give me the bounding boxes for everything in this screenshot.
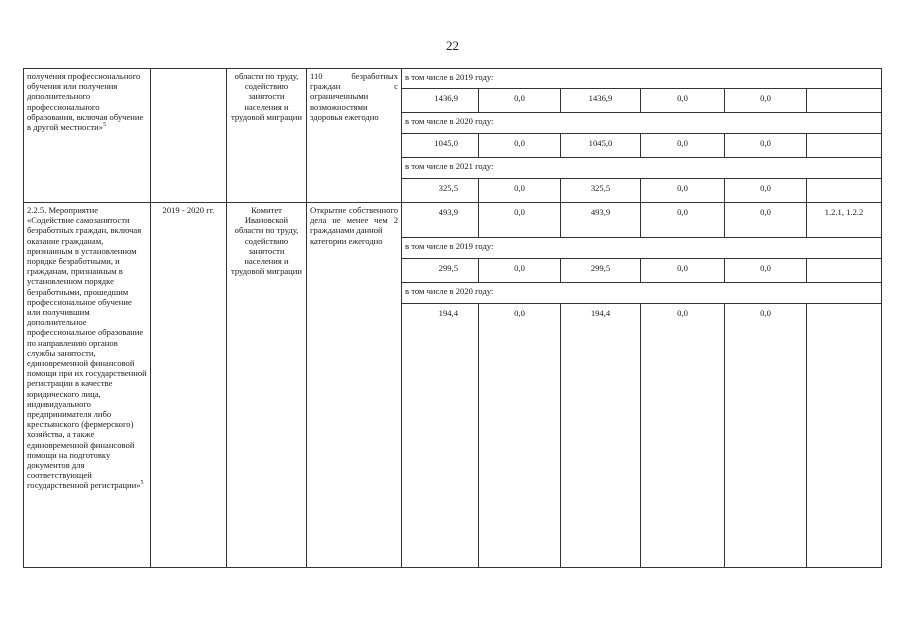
value-cell: 0,0 <box>479 134 561 158</box>
relation-cell <box>807 304 882 568</box>
value-cell: 0,0 <box>641 89 725 113</box>
value-cell: 0,0 <box>479 259 561 283</box>
value-cell: 0,0 <box>725 304 807 568</box>
value-cell: 1045,0 <box>561 134 641 158</box>
value-cell: 299,5 <box>561 259 641 283</box>
value-cell: 325,5 <box>402 179 479 203</box>
year-label: в том числе в 2019 году: <box>402 69 882 89</box>
page-number: 22 <box>446 38 459 53</box>
value-cell: 325,5 <box>561 179 641 203</box>
value-cell: 0,0 <box>725 259 807 283</box>
year-label: в том числе в 2020 году: <box>402 283 882 304</box>
value-cell: 0,0 <box>725 134 807 158</box>
value-cell: 194,4 <box>561 304 641 568</box>
relation-cell <box>807 134 882 158</box>
relation-cell <box>807 179 882 203</box>
value-cell: 1045,0 <box>402 134 479 158</box>
value-cell: 0,0 <box>479 179 561 203</box>
term-cell <box>151 69 227 203</box>
value-cell: 0,0 <box>725 89 807 113</box>
value-cell: 0,0 <box>641 179 725 203</box>
value-cell: 0,0 <box>479 304 561 568</box>
table-row <box>24 69 882 89</box>
budget-table <box>23 68 882 568</box>
value-cell: 1436,9 <box>402 89 479 113</box>
relation-cell: 1.2.1, 1.2.2 <box>807 203 882 238</box>
value-cell: 0,0 <box>641 259 725 283</box>
value-cell: 1436,9 <box>561 89 641 113</box>
value-cell: 0,0 <box>641 134 725 158</box>
value-cell: 0,0 <box>641 203 725 238</box>
executor-cell: области по труду, содействию занятости населения и трудовой миграции <box>227 69 307 203</box>
table-row <box>24 203 882 238</box>
value-cell: 0,0 <box>725 203 807 238</box>
year-label: в том числе в 2020 году: <box>402 113 882 134</box>
relation-cell <box>807 259 882 283</box>
value-cell: 299,5 <box>402 259 479 283</box>
indicator-cell: 110 безработных граждан с ограниченными возможностями здоровья ежегодно <box>307 69 402 203</box>
value-cell: 0,0 <box>479 89 561 113</box>
value-cell: 0,0 <box>641 304 725 568</box>
executor-cell: Комитет Ивановской области по труду, содействию занятости населения и трудовой миграции <box>227 203 307 568</box>
value-cell: 493,9 <box>402 203 479 238</box>
year-label: в том числе в 2019 году: <box>402 238 882 259</box>
indicator-cell: Открытие собственного дела не менее чем 2 гражданами данной категории ежегодно <box>307 203 402 568</box>
value-cell: 194,4 <box>402 304 479 568</box>
year-label: в том числе в 2021 году: <box>402 158 882 179</box>
relation-cell <box>807 89 882 113</box>
value-cell: 493,9 <box>561 203 641 238</box>
measure-name-cell: получения профессионального обучения или получения дополнительного профессионального образования, включая обучение в другой местности»$^5$ <box>24 69 151 203</box>
value-cell: 0,0 <box>725 179 807 203</box>
measure-name-cell: 2.2.5. Мероприятие «Содействие самозанятости безработных граждан, включая оказание гражданам, признанным в установленном порядке безработными, и гражданам, признанным в установленном порядке безработными, прошедшим профессиональное обучение или получившим дополнительное профессиональное образование по направлению органов службы занятости, единовременной финансовой помощи при их государственной регистрации в качестве юридического лица, индивидуального предпринимателя либо крестьянского (фермерского) хозяйства, а также единовременной финансовой помощи на подготовку документов для соответствующей государственной регистрации»$^5$ <box>24 203 151 568</box>
value-cell: 0,0 <box>479 203 561 238</box>
term-cell: 2019 - 2020 гг. <box>151 203 227 568</box>
